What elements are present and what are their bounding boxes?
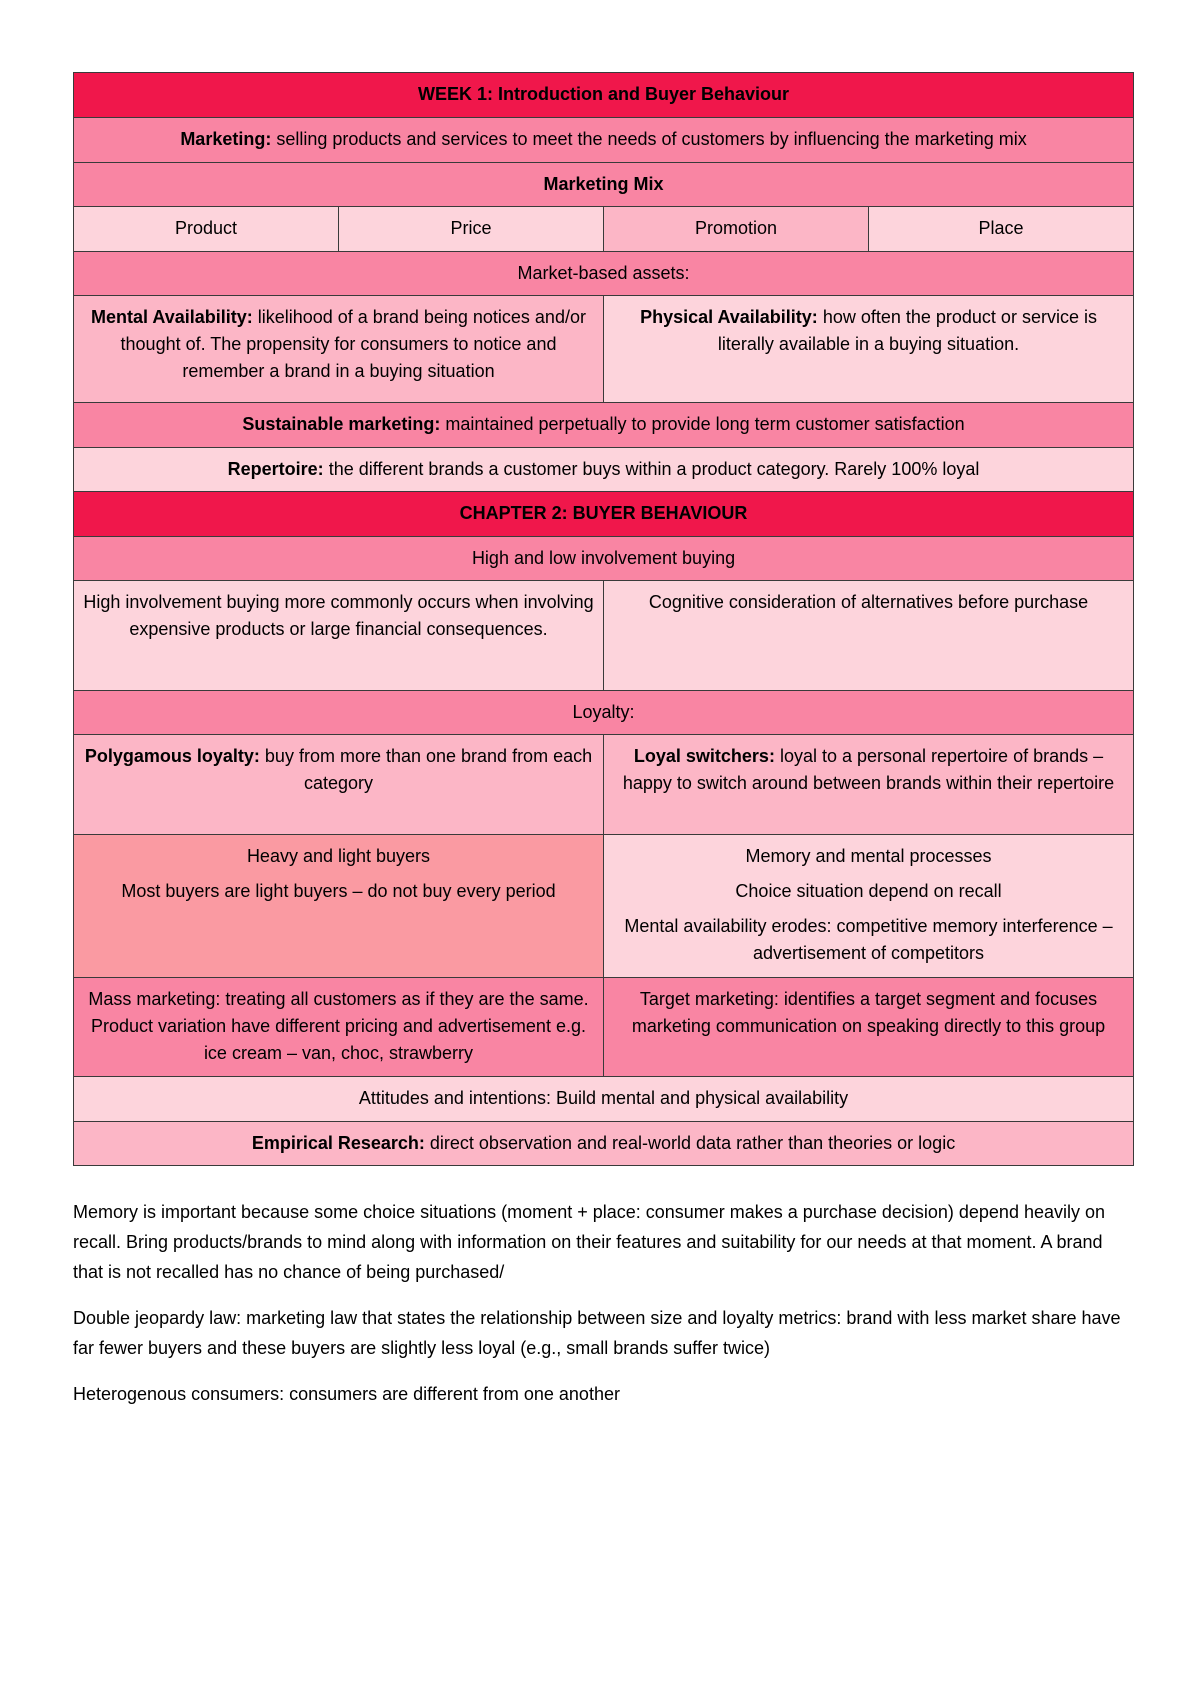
loyal-switchers-cell [604, 735, 1134, 835]
sustainable-cell [74, 403, 1134, 448]
sustainable-row [74, 403, 1134, 448]
availability-row [74, 296, 1134, 403]
memory-processes-cell [604, 835, 1134, 978]
marketing-row [74, 118, 1134, 163]
empirical-research-cell [74, 1122, 1134, 1166]
repertoire-cell [74, 448, 1134, 492]
physical-availability-term: Physical Availability: [640, 307, 818, 327]
mix-item-promotion: Promotion [604, 207, 869, 252]
heavy-light-buyers-text: Most buyers are light buyers – do not buy every period [121, 881, 556, 901]
marketing-types-row [74, 978, 1134, 1077]
repertoire-definition: the different brands a customer buys within a product category. Rarely 100% loyal [323, 459, 980, 479]
loyalty-row [74, 735, 1134, 835]
double-jeopardy-paragraph [73, 1303, 1133, 1363]
marketing-definition-cell [74, 118, 1134, 163]
market-assets-title: Market-based assets: [74, 252, 1134, 296]
loyalty-title-row [74, 691, 1134, 735]
sustainable-term: Sustainable marketing: [242, 414, 441, 434]
mix-item-place: Place [869, 207, 1134, 252]
heterogenous-paragraph [73, 1379, 1133, 1409]
heavy-light-buyers-title: Heavy and light buyers [246, 846, 431, 866]
heterogenous-text: Heterogenous consumers: consumers are different from one another [73, 1384, 620, 1404]
memory-paragraph [73, 1197, 1133, 1287]
polygamous-loyalty-cell [74, 735, 604, 835]
attitudes-cell: Attitudes and intentions: Build mental and physical availability [74, 1077, 1134, 1122]
marketing-mix-row [74, 207, 1134, 252]
repertoire-row [74, 448, 1134, 492]
cognitive-consideration-cell: Cognitive consideration of alternatives before purchase [604, 581, 1134, 691]
chapter-header-row [74, 492, 1134, 537]
mix-item-price: Price [339, 207, 604, 252]
chapter-header: CHAPTER 2: BUYER BEHAVIOUR [74, 492, 1134, 537]
week-header: WEEK 1: Introduction and Buyer Behaviour [74, 73, 1134, 118]
marketing-mix-title: Marketing Mix [74, 163, 1134, 207]
notes-table [73, 72, 1134, 1166]
physical-availability-cell [604, 296, 1134, 403]
market-assets-title-row [74, 252, 1134, 296]
sustainable-definition: maintained perpetually to provide long term customer satisfaction [440, 414, 965, 434]
marketing-mix-title-row [74, 163, 1134, 207]
memory-recall-line: Choice situation depend on recall [735, 881, 1002, 901]
memory-processes-title: Memory and mental processes [745, 846, 992, 866]
empirical-row [74, 1122, 1134, 1166]
mix-item-product: Product [74, 207, 339, 252]
loyal-switchers-definition: loyal to a personal repertoire of brands – happy to switch around between brands within their repertoire [622, 746, 1115, 793]
physical-availability-definition: how often the product or service is literally available in a buying situation. [717, 307, 1097, 354]
buyers-memory-row [74, 835, 1134, 978]
high-involvement-cell: High involvement buying more commonly occurs when involving expensive products or large financial consequences. [74, 581, 604, 691]
marketing-definition: selling products and services to meet the needs of customers by influencing the marketing mix [271, 129, 1027, 149]
empirical-research-definition: direct observation and real-world data rather than theories or logic [424, 1133, 956, 1153]
marketing-term: Marketing: [180, 129, 272, 149]
loyal-switchers-term: Loyal switchers: [633, 746, 775, 766]
loyalty-title: Loyalty: [74, 691, 1134, 735]
memory-paragraph-text: Memory is important because some choice situations (moment + place: consumer makes a purchase decision) depend heavily on recall. Bring products/brands to mind along with information on their features and suitability for our needs at that moment. A brand that is not recalled has no chance of being purchased/ [73, 1202, 1106, 1282]
mass-marketing-cell: Mass marketing: treating all customers as if they are the same. Product variation have different pricing and advertisement e.g. ice cream – van, choc, strawberry [74, 978, 604, 1077]
double-jeopardy-text: Double jeopardy law: marketing law that states the relationship between size and loyalty metrics: brand with less market share have far fewer buyers and these buyers are slightly less loyal (e.g., small brands suffer twice) [73, 1308, 1121, 1358]
repertoire-term: Repertoire: [227, 459, 324, 479]
polygamous-loyalty-definition: buy from more than one brand from each category [259, 746, 593, 793]
week-header-row [74, 73, 1134, 118]
involvement-title-row [74, 537, 1134, 581]
involvement-row [74, 581, 1134, 691]
heavy-light-buyers-cell [74, 835, 604, 978]
mental-availability-cell [74, 296, 604, 403]
target-marketing-cell: Target marketing: identifies a target segment and focuses marketing communication on speaking directly to this group [604, 978, 1134, 1077]
polygamous-loyalty-term: Polygamous loyalty: [84, 746, 260, 766]
mental-availability-definition: likelihood of a brand being notices and/or thought of. The propensity for consumers to notice and remember a brand in a buying situation [120, 307, 586, 381]
empirical-research-term: Empirical Research: [251, 1133, 425, 1153]
mental-availability-term: Mental Availability: [91, 307, 253, 327]
memory-erosion-line: Mental availability erodes: competitive memory interference – advertisement of competitors [624, 916, 1113, 963]
involvement-title: High and low involvement buying [74, 537, 1134, 581]
attitudes-row [74, 1077, 1134, 1122]
